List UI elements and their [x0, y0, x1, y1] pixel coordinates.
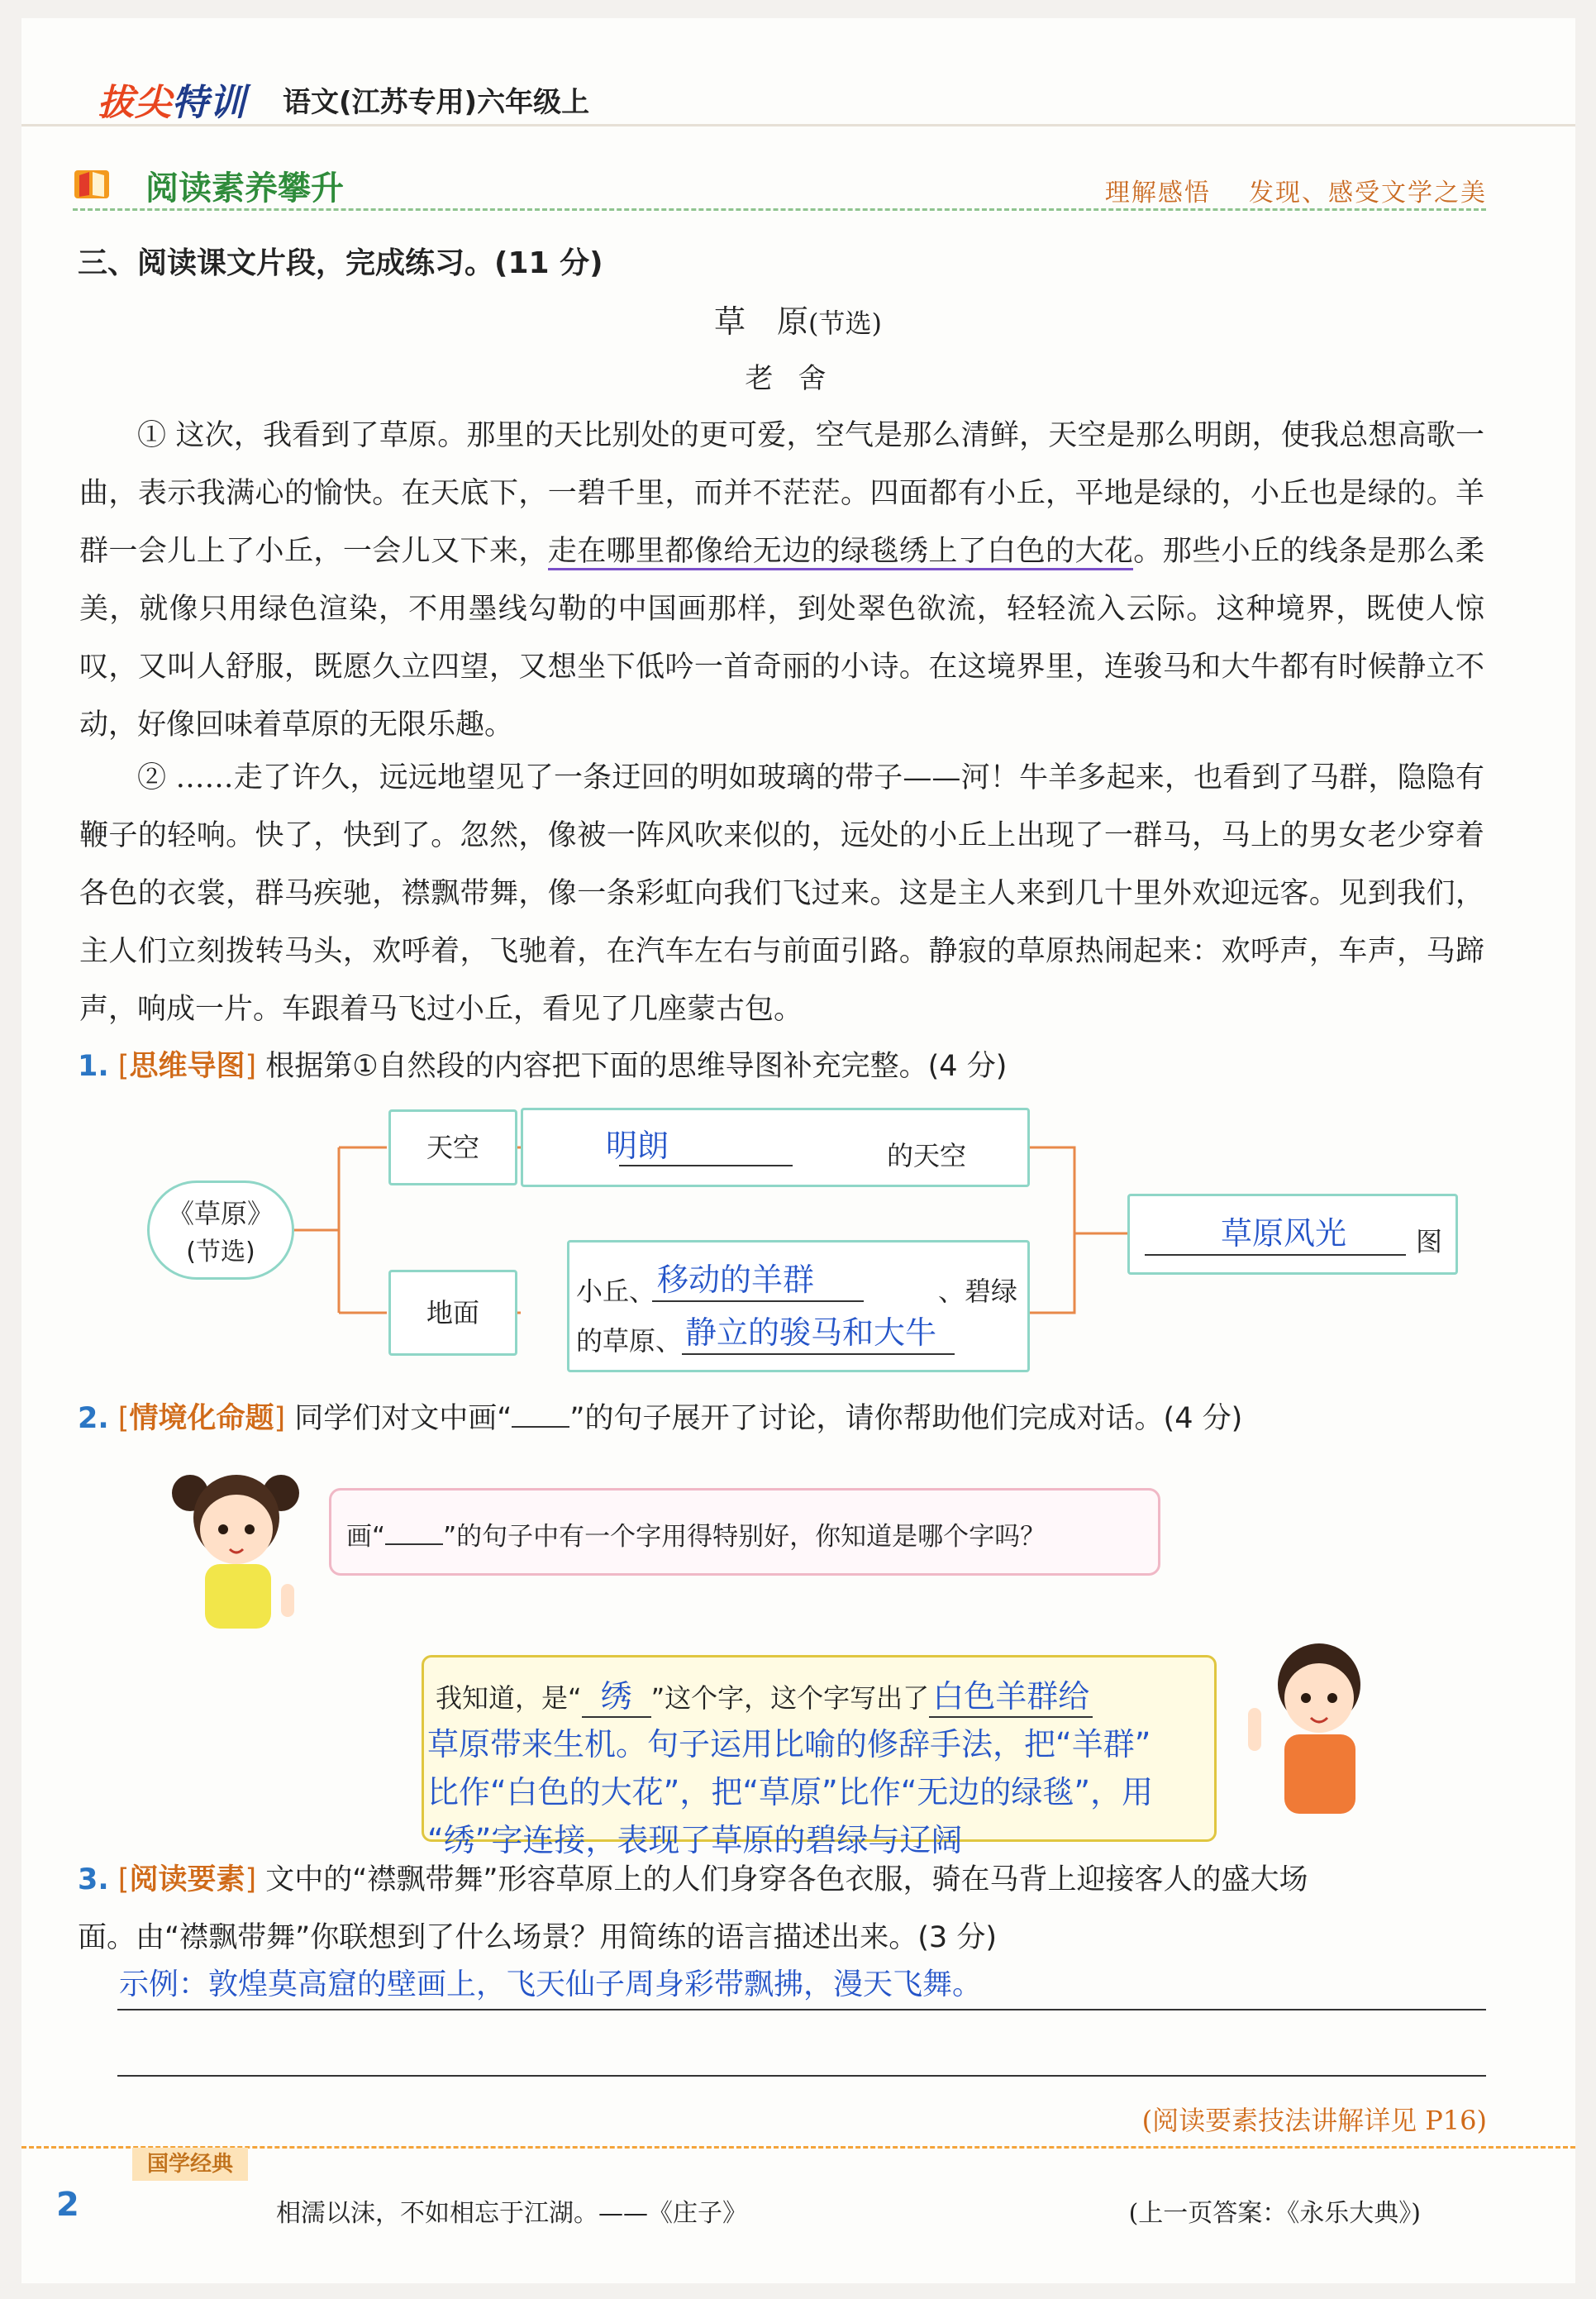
question-3: 3. [阅读要素] 文中的“襟飘带舞”形容草原上的人们身穿各色衣服，骑在马背上迎接客人的盛大场 — [78, 1863, 1308, 1896]
section-caption: 理解感悟 发现、感受文学之美 — [1104, 179, 1487, 207]
answer-ground-1: 移动的羊群 — [657, 1262, 815, 1298]
footer-tag: 国学经典 — [132, 2148, 248, 2181]
page-number: 2 — [56, 2186, 79, 2224]
footer-quote: 相濡以沫，不如相忘于江湖。——《庄子》 — [276, 2199, 747, 2228]
answer-ground-2: 静立的骏马和大牛 — [685, 1314, 937, 1351]
paragraph-2: ② ……走了许久，远远地望见了一条迂回的明如玻璃的带子——河！牛羊多起来，也看到了马群，隐隐有鞭子的轻响。快了，快到了。忽然，像被一阵风吹来似的，远处的小丘上出现了一群马，马上的男女老少穿着各色的衣裳，群马疾驰，襟飘带舞，像一条彩虹向我们飞过来。这是主人来到几十里外欢迎远客。见到我们，主人们立刻拨转马头，欢呼着，飞驰着，在汽车左右与前面引路。静寂的草原热闹起来：欢呼声，车声，马蹄声，响成一片。车跟着马飞过小丘，看见了几座蒙古包。 — [79, 761, 1484, 1026]
passage-title: 草 原(节选) — [714, 303, 882, 340]
boy-illustration — [1240, 1635, 1389, 1825]
answer-character: 绣 — [582, 1671, 651, 1718]
speech-bubble-question: 画“ ”的句子中有一个字用得特别好，你知道是哪个字吗？ — [329, 1488, 1160, 1576]
question-3-line2: 面。由“襟飘带舞”你联想到了什么场景？用简练的语言描述出来。(3 分) — [78, 1921, 997, 1954]
brand-logo: 拔尖特训 — [98, 82, 246, 124]
passage-author: 老舍 — [745, 362, 851, 395]
underlined-sentence: 走在哪里都像给无边的绿毯绣上了白色的大花 — [548, 535, 1134, 570]
answer-line-2 — [117, 2075, 1486, 2077]
header-divider — [21, 124, 1575, 126]
tag-situational: 情境化命题 — [129, 1402, 274, 1435]
tag-mind-map: 思维导图 — [129, 1050, 245, 1083]
section-title: 阅读素养攀升 — [145, 169, 344, 207]
map-root-node: 《草原》 (节选) — [147, 1181, 294, 1280]
paragraph-1: ① 这次，我看到了草原。那里的天比别处的更可爱，空气是那么清鲜，天空是那么明朗，使我总想高歌一曲，表示我满心的愉快。在天底下，一碧千里，而并不茫茫。四面都有小丘，平地是绿的，小丘也是绿的。羊群一会儿上了小丘，一会儿又下来，走在哪里都像给无边的绿毯绣上了白色的大花。那些小丘的线条是那么柔美，就像只用绿色渲染，不用墨线勾勒的中国画那样，到处翠色欲流，轻轻流入云际。这种境界，既使人惊叹，又叫人舒服，既愿久立四望，又想坐下低吟一首奇丽的小诗。在这境界里，连骏马和大牛都有时候静立不动，好像回味着草原的无限乐趣。 — [79, 419, 1484, 742]
question-heading: 三、阅读课文片段，完成练习。(11 分) — [78, 246, 603, 280]
question-1: 1. [思维导图] 根据第①自然段的内容把下面的思维导图补充完整。(4 分) — [78, 1050, 1008, 1083]
map-node-ground: 地面 — [388, 1270, 517, 1356]
map-result-node: 草原风光 图 — [1127, 1194, 1458, 1275]
speech-bubble-answer: 我知道，是“ 绣 ”这个字，这个字写出了 白色羊群给 草原带来生机。句子运用比喻的修辞手法，把“羊群” 比作“白色的大花”，把“草原”比作“无边的绿毯”，用 “绣”字连接，表现了草原的碧绿与辽阔 — [422, 1655, 1217, 1842]
previous-page-answer: (上一页答案：《永乐大典》) — [1128, 2199, 1421, 2228]
answer-q3: 示例：敦煌莫高窟的壁画上，飞天仙子周身彩带飘拂，漫天飞舞。 — [119, 1968, 983, 2001]
map-node-sky: 天空 — [388, 1109, 517, 1185]
tag-reading-element: 阅读要素 — [129, 1863, 245, 1896]
answer-line-1 — [117, 2009, 1486, 2010]
footer-divider — [21, 2146, 1575, 2149]
section-divider — [73, 208, 1486, 211]
subject-title: 语文(江苏专用)六年级上 — [283, 86, 590, 119]
question-2: 2. [情境化命题] 同学们对文中画“ ”的句子展开了讨论，请你帮助他们完成对话。(4 分) — [78, 1402, 1243, 1435]
map-sky-detail: 明朗 的天空 — [521, 1108, 1030, 1187]
book-icon — [73, 164, 111, 202]
answer-result: 草原风光 — [1221, 1215, 1347, 1252]
answer-sky: 明朗 — [606, 1128, 669, 1164]
map-ground-detail: 小丘、 移动的羊群 、碧绿 的草原、 静立的骏马和大牛 — [567, 1240, 1030, 1372]
technique-hint: (阅读要素技法讲解详见 P16) — [1141, 2105, 1487, 2136]
girl-illustration — [157, 1460, 322, 1642]
